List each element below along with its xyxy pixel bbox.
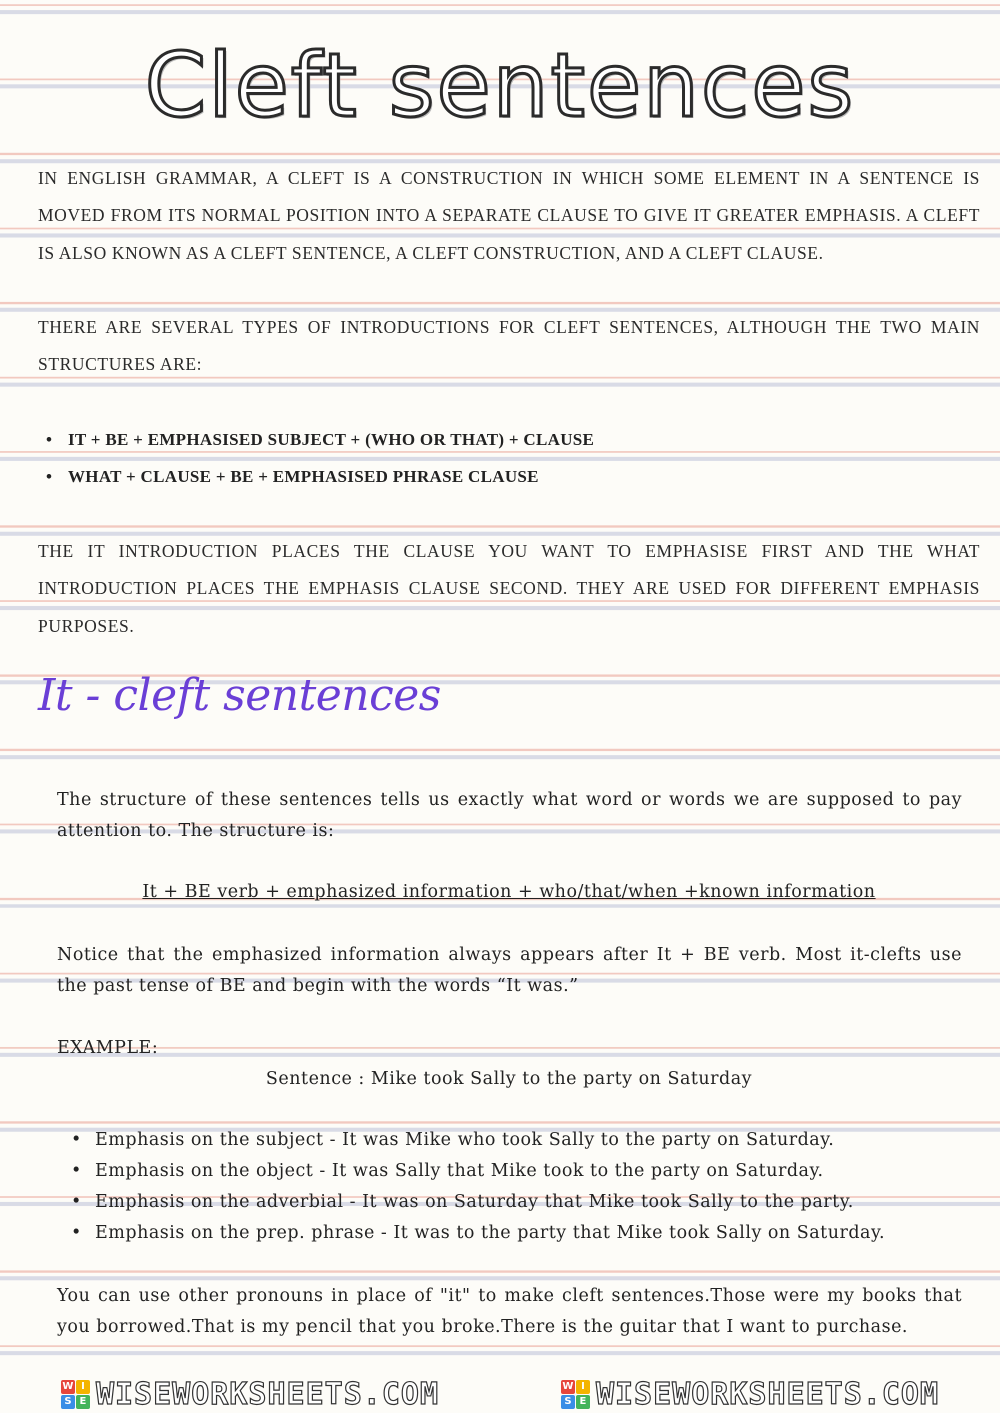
example-label: EXAMPLE: xyxy=(57,1038,159,1058)
brand-name: WISEWORKSHEETS.COM xyxy=(595,1377,940,1412)
brand-name: WISEWORKSHEETS.COM xyxy=(95,1377,440,1412)
list-item: • Emphasis on the prep. phrase - It was to the party that Mike took Sally on Saturday. xyxy=(57,1218,987,1249)
logo-letter: E xyxy=(576,1395,590,1409)
logo-letter: W xyxy=(562,1381,574,1392)
brand-watermark xyxy=(561,1377,939,1412)
logo-letter: I xyxy=(576,1380,590,1394)
list-item: • Emphasis on the subject - It was Mike who took Sally to the party on Saturday. xyxy=(57,1125,987,1156)
section-heading-it-cleft: It - cleft sentences xyxy=(38,670,441,721)
it-cleft-paragraph-notice: Notice that the emphasized information always appears after It + BE verb. Most it-clefts use the past tense of BE and begin with the words “It was.” xyxy=(57,945,962,996)
example-sentence: Sentence : Mike took Sally to the party on Saturday xyxy=(265,1069,753,1089)
intro-paragraph-types: THERE ARE SEVERAL TYPES OF INTRODUCTIONS FOR CLEFT SENTENCES, ALTHOUGH THE TWO MAIN STRUCTURES ARE: xyxy=(38,317,980,375)
brand-watermark xyxy=(61,1377,439,1412)
intro-paragraph-definition: IN ENGLISH GRAMMAR, A CLEFT IS A CONSTRUCTION IN WHICH SOME ELEMENT IN A SENTENCE IS MOVED FROM ITS NORMAL POSITION INTO A SEPARATE CLAUSE TO GIVE IT GREATER EMPHASIS. A CLEFT IS ALSO KNOWN AS A CLEFT SENTENCE, A CLEFT CONSTRUCTION, AND A CLEFT CLAUSE. xyxy=(38,168,980,263)
footer-banner xyxy=(0,1376,1000,1413)
it-cleft-paragraph-pronouns: You can use other pronouns in place of "it" to make cleft sentences.Those were my books that you borrowed.That is my pencil that you broke.There is the guitar that I want to purchase. xyxy=(57,1286,962,1337)
intro-paragraph-usage: THE IT INTRODUCTION PLACES THE CLAUSE YOU WANT TO EMPHASISE FIRST AND THE WHAT INTRODUCTION PLACES THE EMPHASIS CLAUSE SECOND. THEY ARE USED FOR DIFFERENT EMPHASIS PURPOSES. xyxy=(38,541,980,636)
brand-logo-icon xyxy=(561,1380,590,1409)
list-item: • WHAT + CLAUSE + BE + EMPHASISED PHRASE CLAUSE xyxy=(38,458,980,495)
examples-list xyxy=(57,1125,987,1249)
list-item: • IT + BE + EMPHASISED SUBJECT + (WHO OR THAT) + CLAUSE xyxy=(38,421,980,458)
logo-letter: S xyxy=(561,1395,575,1409)
logo-letter: S xyxy=(61,1395,75,1409)
brand-logo-icon xyxy=(61,1380,90,1409)
logo-letter: E xyxy=(76,1395,90,1409)
logo-letter: I xyxy=(76,1380,90,1394)
main-structures-list xyxy=(38,421,980,496)
list-item: • Emphasis on the object - It was Sally that Mike took to the party on Saturday. xyxy=(57,1156,987,1187)
page-title: Cleft sentences xyxy=(144,34,856,137)
it-cleft-paragraph-structure: The structure of these sentences tells us exactly what word or words we are supposed to pay attention to. The structure is: xyxy=(57,790,962,841)
structure-formula: It + BE verb + emphasized information + who/that/when +known information xyxy=(142,882,876,902)
list-item: • Emphasis on the adverbial - It was on Saturday that Mike took Sally to the party. xyxy=(57,1187,987,1218)
logo-letter: W xyxy=(62,1381,74,1392)
